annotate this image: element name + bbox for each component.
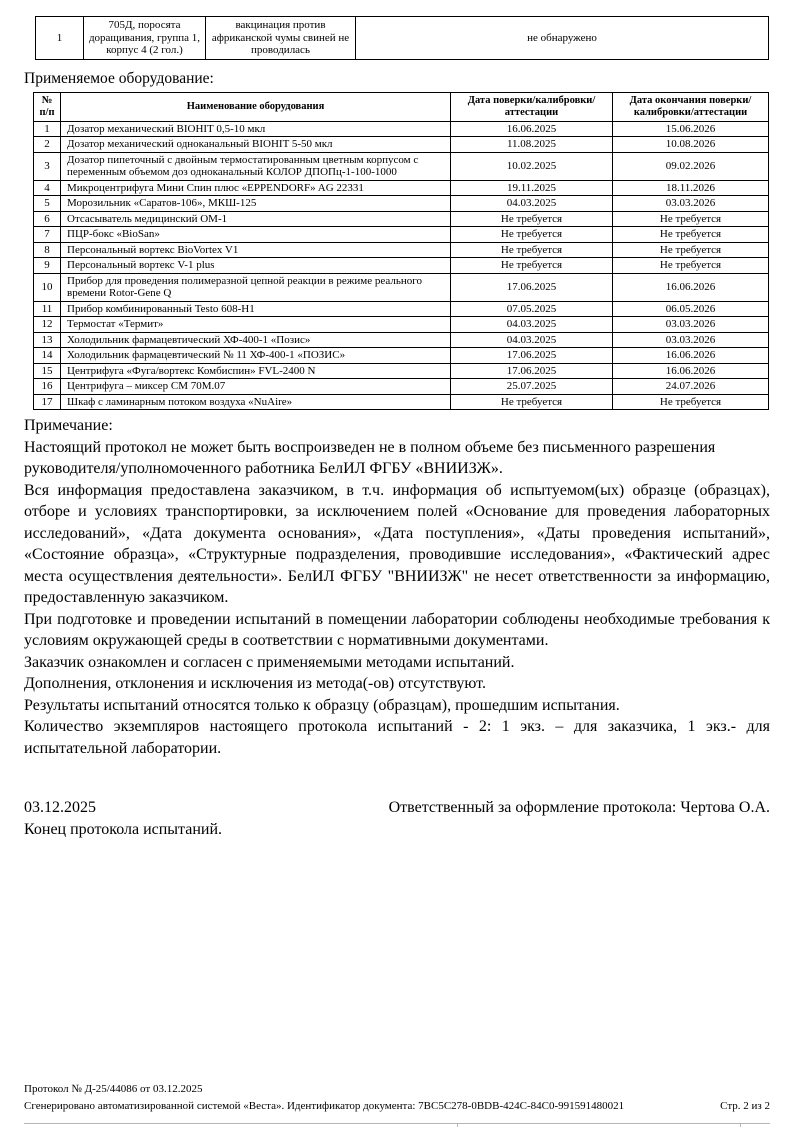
equipment-row-num: 4 (34, 180, 61, 196)
equipment-row-num: 14 (34, 348, 61, 364)
footer-protocol-number: Протокол № Д-25/44086 от 03.12.2025 (24, 1083, 203, 1095)
equipment-row-num: 3 (34, 152, 61, 180)
equipment-header-name: Наименование оборудования (61, 92, 451, 121)
scan-artifact-tick (740, 1123, 741, 1127)
equipment-row (34, 332, 769, 348)
equipment-header-date-start: Дата поверки/калибровки/аттестации (451, 92, 613, 121)
equipment-row-num: 15 (34, 363, 61, 379)
equipment-row-name: Персональный вортекс V-1 plus (61, 258, 451, 274)
equipment-row (34, 242, 769, 258)
notes-section (24, 415, 770, 759)
note-paragraph: Результаты испытаний относятся только к образцу (образцам), прошедшим испытания. (24, 696, 620, 714)
page-footer (24, 1081, 770, 1115)
equipment-row-name: Прибор комбинированный Testo 608-H1 (61, 301, 451, 317)
equipment-row-date-start: 11.08.2025 (451, 137, 613, 153)
equipment-row-date-end: 03.03.2026 (613, 332, 769, 348)
signoff-date: 03.12.2025 (24, 799, 96, 816)
equipment-row (34, 273, 769, 301)
equipment-row-num: 10 (34, 273, 61, 301)
equipment-header-row (34, 92, 769, 121)
equipment-row-date-start: Не требуется (451, 258, 613, 274)
equipment-row-date-end: 15.06.2026 (613, 121, 769, 137)
equipment-row-name: Прибор для проведения полимеразной цепной реакции в режиме реального времени Rotor-Gene Q (61, 273, 451, 301)
equipment-row-date-start: 25.07.2025 (451, 379, 613, 395)
note-paragraph: Заказчик ознакомлен и согласен с применяемыми методами испытаний. (24, 653, 515, 671)
equipment-row-name: Отсасыватель медицинский ОМ-1 (61, 211, 451, 227)
equipment-row-num: 5 (34, 196, 61, 212)
equipment-row-date-start: 17.06.2025 (451, 348, 613, 364)
equipment-row-num: 17 (34, 394, 61, 410)
equipment-row-date-start: Не требуется (451, 227, 613, 243)
equipment-row-date-end: 06.05.2026 (613, 301, 769, 317)
sample-research-cell: вакцинация против африканской чумы свиней не проводилась (206, 17, 356, 60)
equipment-row (34, 317, 769, 333)
equipment-row-date-end: Не требуется (613, 394, 769, 410)
equipment-row-date-end: Не требуется (613, 258, 769, 274)
equipment-row-date-end: 16.06.2026 (613, 363, 769, 379)
equipment-row-name: Холодильник фармацевтический ХФ-400-1 «Позис» (61, 332, 451, 348)
sample-result-table (35, 16, 769, 60)
blank-area (24, 840, 770, 1081)
equipment-row (34, 211, 769, 227)
equipment-row-num: 12 (34, 317, 61, 333)
equipment-row-num: 9 (34, 258, 61, 274)
sample-number-cell: 1 (36, 17, 84, 60)
equipment-row-date-end: Не требуется (613, 211, 769, 227)
equipment-row (34, 258, 769, 274)
equipment-row-date-end: 09.02.2026 (613, 152, 769, 180)
equipment-row-num: 1 (34, 121, 61, 137)
equipment-row (34, 180, 769, 196)
footer-page-number: Стр. 2 из 2 (720, 1100, 770, 1112)
equipment-row-name: Морозильник «Саратов-106», МКШ-125 (61, 196, 451, 212)
equipment-row-date-end: 03.03.2026 (613, 196, 769, 212)
equipment-row-name: Микроцентрифуга Мини Спин плюс «EPPENDORF» AG 22331 (61, 180, 451, 196)
equipment-header-num: № п/п (34, 92, 61, 121)
scan-artifact-line (24, 1123, 770, 1126)
equipment-row-date-end: Не требуется (613, 227, 769, 243)
end-of-protocol: Конец протокола испытаний. (24, 820, 223, 838)
equipment-row-date-end: 18.11.2026 (613, 180, 769, 196)
sample-description-cell: 705Д, поросята доращивания, группа 1, корпус 4 (2 гол.) (84, 17, 206, 60)
equipment-row-name: Дозатор механический BIOHIT 0,5-10 мкл (61, 121, 451, 137)
equipment-row-name: Дозатор пипеточный с двойным термостатированным цветным корпусом с переменным объемом доз одноканальный КОЛОР ДПОПц-1-100-1000 (61, 152, 451, 180)
notes-heading: Примечание: (24, 417, 113, 434)
equipment-row-date-end: 10.08.2026 (613, 137, 769, 153)
equipment-row-num: 8 (34, 242, 61, 258)
equipment-row-date-start: 17.06.2025 (451, 273, 613, 301)
equipment-row-name: Персональный вортекс BioVortex V1 (61, 242, 451, 258)
equipment-row-date-start: 19.11.2025 (451, 180, 613, 196)
equipment-row-num: 6 (34, 211, 61, 227)
equipment-row-date-start: 16.06.2025 (451, 121, 613, 137)
equipment-row (34, 121, 769, 137)
note-paragraph: Количество экземпляров настоящего протокола испытаний - 2: 1 экз. – для заказчика, 1 экз.- для испытательной лаборатории. (24, 718, 770, 757)
sample-row (36, 17, 769, 60)
footer-generated-row (24, 1098, 770, 1115)
equipment-row-name: Шкаф с ламинарным потоком воздуха «NuAire» (61, 394, 451, 410)
equipment-row-date-start: 04.03.2025 (451, 332, 613, 348)
equipment-row-num: 13 (34, 332, 61, 348)
equipment-row-date-start: 04.03.2025 (451, 196, 613, 212)
sample-result-cell: не обнаружено (356, 17, 769, 60)
note-paragraph: Настоящий протокол не может быть воспроизведен не в полном объеме без письменного разрешения руководителя/уполномоченного работника БелИЛ ФГБУ «ВНИИЗЖ». (24, 438, 716, 477)
note-paragraph: При подготовке и проведении испытаний в помещении лаборатории соблюдены необходимые требования к условиям окружающей среды в соответствии с нормативными документами. (24, 610, 770, 649)
equipment-row-num: 16 (34, 379, 61, 395)
equipment-header-date-end: Дата окончания поверки/калибровки/аттестации (613, 92, 769, 121)
equipment-row-name: Холодильник фармацевтический № 11 ХФ-400-1 «ПОЗИС» (61, 348, 451, 364)
equipment-row-date-end: Не требуется (613, 242, 769, 258)
equipment-row (34, 394, 769, 410)
equipment-row-date-start: 17.06.2025 (451, 363, 613, 379)
footer-generated-text: Сгенерировано автоматизированной системой «Веста». Идентификатор документа: 7BC5C278-0BDB-424C-84C0-991591480021 (24, 1100, 625, 1112)
equipment-row-date-end: 16.06.2026 (613, 348, 769, 364)
equipment-row-date-start: 10.02.2025 (451, 152, 613, 180)
signoff-row (24, 797, 770, 819)
equipment-row (34, 363, 769, 379)
equipment-row-name: Термостат «Термит» (61, 317, 451, 333)
equipment-row-date-start: Не требуется (451, 242, 613, 258)
equipment-row-date-start: 04.03.2025 (451, 317, 613, 333)
equipment-row-num: 2 (34, 137, 61, 153)
equipment-row-name: Дозатор механический одноканальный BIOHIT 5-50 мкл (61, 137, 451, 153)
equipment-row (34, 301, 769, 317)
equipment-row-name: Центрифуга – миксер СМ 70М.07 (61, 379, 451, 395)
equipment-row-date-start: Не требуется (451, 211, 613, 227)
equipment-row (34, 227, 769, 243)
equipment-row-num: 11 (34, 301, 61, 317)
equipment-row (34, 137, 769, 153)
equipment-row-num: 7 (34, 227, 61, 243)
note-paragraph: Дополнения, отклонения и исключения из метода(-ов) отсутствуют. (24, 675, 486, 692)
equipment-table (33, 92, 769, 411)
equipment-row-name: ПЦР-бокс «BioSan» (61, 227, 451, 243)
equipment-row-date-end: 03.03.2026 (613, 317, 769, 333)
equipment-row (34, 152, 769, 180)
equipment-row (34, 379, 769, 395)
signoff-responsible: Ответственный за оформление протокола: Чертова О.А. (388, 799, 770, 816)
equipment-section-title: Применяемое оборудование: (24, 69, 214, 87)
equipment-row (34, 196, 769, 212)
equipment-table-body (34, 121, 769, 410)
equipment-row-date-start: Не требуется (451, 394, 613, 410)
scan-artifact-tick (457, 1123, 458, 1127)
notes-body (24, 437, 770, 760)
equipment-row-name: Центрифуга «Фуга/вортекс Комбиспин» FVL-2400 N (61, 363, 451, 379)
equipment-row-date-end: 16.06.2026 (613, 273, 769, 301)
equipment-row (34, 348, 769, 364)
note-paragraph: Вся информация предоставлена заказчиком, в т.ч. информация об испытуемом(ых) образце (образцах), отборе и условиях транспортировки, за исключением полей «Основание для проведения лабораторных исследований», «Дата документа основания», «Дата поступления», «Даты проведения испытаний», «Состояние образца», «Структурные подразделения, проводившие исследования», «Фактический адрес места осуществления деятельности». БелИЛ ФГБУ "ВНИИЗЖ" не несет ответственности за информацию, предоставленную заказчиком. (24, 481, 770, 606)
equipment-row-date-end: 24.07.2026 (613, 379, 769, 395)
equipment-row-date-start: 07.05.2025 (451, 301, 613, 317)
